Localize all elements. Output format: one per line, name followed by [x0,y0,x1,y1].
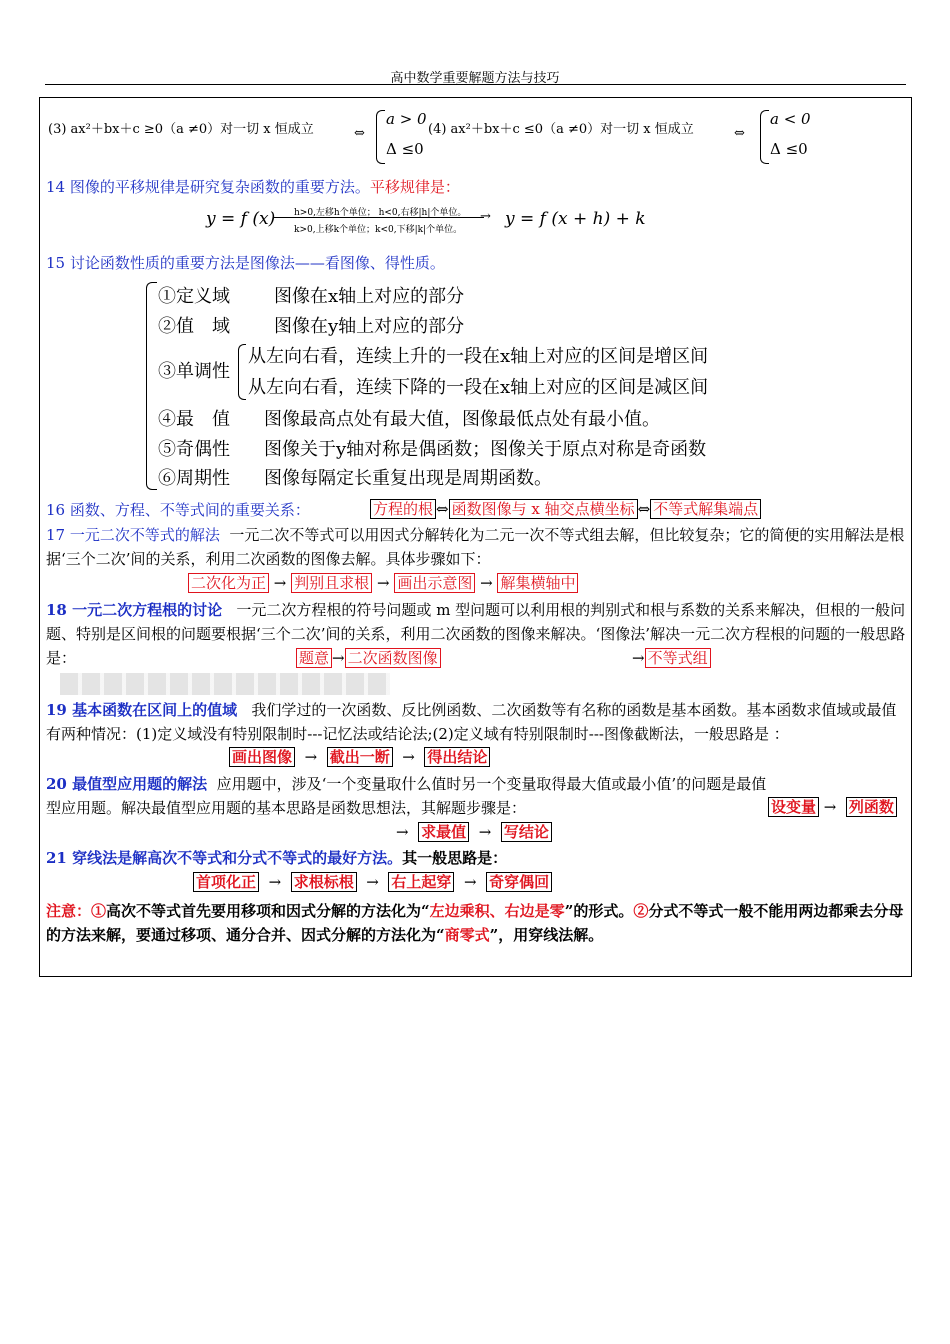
left-brace [376,110,385,164]
step-17-1: 二次化为正 [188,573,269,593]
property-monotonic-name: ③单调性 [158,361,230,382]
section-17-paragraph [46,523,906,571]
step-arrow: → [480,574,493,592]
step-arrow: → [268,873,282,891]
equivalence-arrow: ⇔ [354,126,365,141]
section-19-paragraph [46,698,906,746]
property-range-desc: 图像在y轴上对应的部分 [274,316,465,337]
note-quote-2: 商零式 [444,926,490,944]
translation-rule-top: h>0,左移h个单位； h<0,右移|h|个单位。 [294,208,467,218]
property-parity-desc: 图像关于y轴对称是偶函数；图像关于原点对称是奇函数 [264,439,707,460]
step-arrow: → [366,873,379,891]
condition-3-text: (3) ax²＋bx＋c ≥0（a ≠0）对一切 x 恒成立 [48,122,314,137]
property-extremum-desc: 图像最高点处有最大值，图像最低点处有最小值。 [264,409,660,430]
section-16-title: 16 函数、方程、不等式间的重要关系： [46,501,310,519]
translation-arrow-head: → [480,209,491,224]
note-number-2: ② [633,902,649,920]
relation-intersection: 函数图像与 x 轴交点横坐标 [449,499,638,519]
section-20-steps-a [768,796,897,817]
section-20-steps-b [396,821,552,842]
relation-arrow: ⇔ [637,500,651,518]
note-text-2: ”的形式。 [564,902,634,920]
step-arrow: → [823,798,837,816]
section-20-title: 20 最值型应用题的解法 [46,775,208,793]
translation-rhs: y = f (x + h) + k [505,209,646,229]
step-arrow: → [304,748,318,766]
section-18-text: 一元二次方程根的符号问题或 m 型问题可以利用根的判别式和根与系数的关系来解决，但根的一般问题、特别是区间根的问题要根据‘三个二次’间的关系，利用二次函数的图像来解决。‘图像法’解决一元二次方程根的问题的一般思路是： [46,601,906,667]
step-17-3: 画出示意图 [394,573,475,593]
condition-a-negative: a < 0 [770,110,811,128]
section-20-paragraph [46,772,776,820]
condition-4-text: (4) ax²＋bx＋c ≤0（a ≠0）对一切 x 恒成立 [428,122,694,137]
step-21-4: 奇穿偶回 [486,872,552,892]
section-15-title: 15 讨论函数性质的重要方法是图像法——看图像、得性质。 [46,254,445,272]
blurred-artifact [60,673,390,695]
relation-equation-root: 方程的根 [370,499,436,519]
section-18-steps-end [632,647,711,668]
properties-brace [146,282,157,490]
page-header-title: 高中数学重要解题方法与技巧 [390,71,560,86]
note-quote-1: 左边乘积、右边是零 [429,902,565,920]
section-17-text: 一元二次不等式可以用因式分解转化为二元一次不等式组去解，但比较复杂；它的简便的实用解法是根据‘三个二次’间的关系，利用二次函数的图像去解。具体步骤如下： [46,526,905,568]
step-20-1: 设变量 [768,797,819,817]
step-arrow: → [273,574,287,592]
section-21-title-black: 其一般思路是： [402,849,508,867]
step-19-1: 画出图像 [229,747,295,767]
translation-rule-bottom: k>0,上移k个单位；k<0,下移|k|个单位。 [294,225,463,235]
step-18-3: 不等式组 [645,648,711,668]
step-21-1: 首项化正 [193,872,259,892]
section-19-text: 我们学过的一次函数、反比例函数、二次函数等有名称的函数是基本函数。基本函数求值域或最值有两种情况：(1)定义域没有特别限制时---记忆法或结论法;(2)定义域有特别限制时---图像截断法，一般思路是 ： [46,701,897,743]
relation-arrow: ⇔ [436,500,449,518]
note-label: 注意： [46,902,92,920]
step-arrow: → [396,823,409,841]
step-19-2: 截出一断 [327,747,393,767]
step-20-2: 列函数 [846,797,897,817]
step-21-2: 求根标根 [291,872,357,892]
relation-solution-endpoints: 不等式解集端点 [650,499,761,519]
section-17-steps [188,572,578,593]
section-18-paragraph [46,598,906,670]
section-19-steps [229,746,490,767]
section-19-title: 19 基本函数在区间上的值域 [46,701,238,719]
step-arrow: → [478,823,492,841]
step-19-3: 得出结论 [424,747,490,767]
step-17-2: 判别且求根 [291,573,372,593]
property-period-desc: 图像每隔定长重复出现是周期函数。 [264,468,552,489]
monotonic-decreasing: 从左向右看，连续下降的一段在x轴上对应的区间是减区间 [248,377,709,398]
note-text-1: 高次不等式首先要用移项和因式分解的方法化为“ [106,902,430,920]
property-domain-desc: 图像在x轴上对应的部分 [274,286,465,307]
section-20-text: 应用题中，涉及‘一个变量取什么值时另一个变量取得最大值或最小值’的问题是最值型应用题。解决最值型应用题的基本思路是函数思想法，其解题步骤是： [46,775,767,817]
step-arrow: → [463,873,477,891]
property-period-name: ⑥周期性 [158,468,230,489]
note-paragraph [46,899,906,947]
section-18-steps [296,647,441,668]
step-18-1: 题意 [296,648,332,668]
equivalence-arrow: ⇔ [734,126,745,141]
monotonic-brace [238,344,246,400]
step-17-4: 解集横轴中 [497,573,578,593]
header-divider [45,84,906,85]
step-18-2: 二次函数图像 [345,648,441,668]
section-14-title-red: 平移规律是： [369,178,460,196]
step-arrow: → [402,748,415,766]
condition-a-positive: a > 0 [386,110,427,128]
step-arrow: → [376,574,390,592]
step-20-3: 求最值 [418,822,469,842]
property-extremum-name: ④最 值 [158,409,230,430]
monotonic-increasing: 从左向右看，连续上升的一段在x轴上对应的区间是增区间 [248,346,709,367]
property-range-name: ②值 域 [158,316,230,337]
step-21-3: 右上起穿 [388,872,454,892]
right-brace [760,110,769,164]
step-arrow: → [632,649,645,667]
step-arrow: → [332,649,345,667]
section-21-steps [193,871,552,892]
property-domain-name: ①定义域 [158,286,230,307]
section-18-title: 18 一元二次方程根的讨论 [46,601,223,619]
note-text-3: 分式不等式一般不能用两边都乘去分母的方法来解，要通过移项、通分合并、因式分解的方法化为“ [46,902,904,944]
condition-delta-right: Δ ≤0 [770,140,808,158]
step-20-4: 写结论 [501,822,552,842]
section-14-title: 14 图像的平移规律是研究复杂函数的重要方法。 [46,178,370,196]
property-parity-name: ⑤奇偶性 [158,439,230,460]
section-21-title: 21 穿线法是解高次不等式和分式不等式的最好方法。 [46,849,403,867]
translation-lhs: y = f (x) [206,209,276,229]
note-number-1: ① [91,902,107,920]
section-17-title: 17 一元二次不等式的解法 [46,526,220,544]
note-text-4: ”，用穿线法解。 [489,926,604,944]
condition-delta-left: Δ ≤0 [386,140,424,158]
